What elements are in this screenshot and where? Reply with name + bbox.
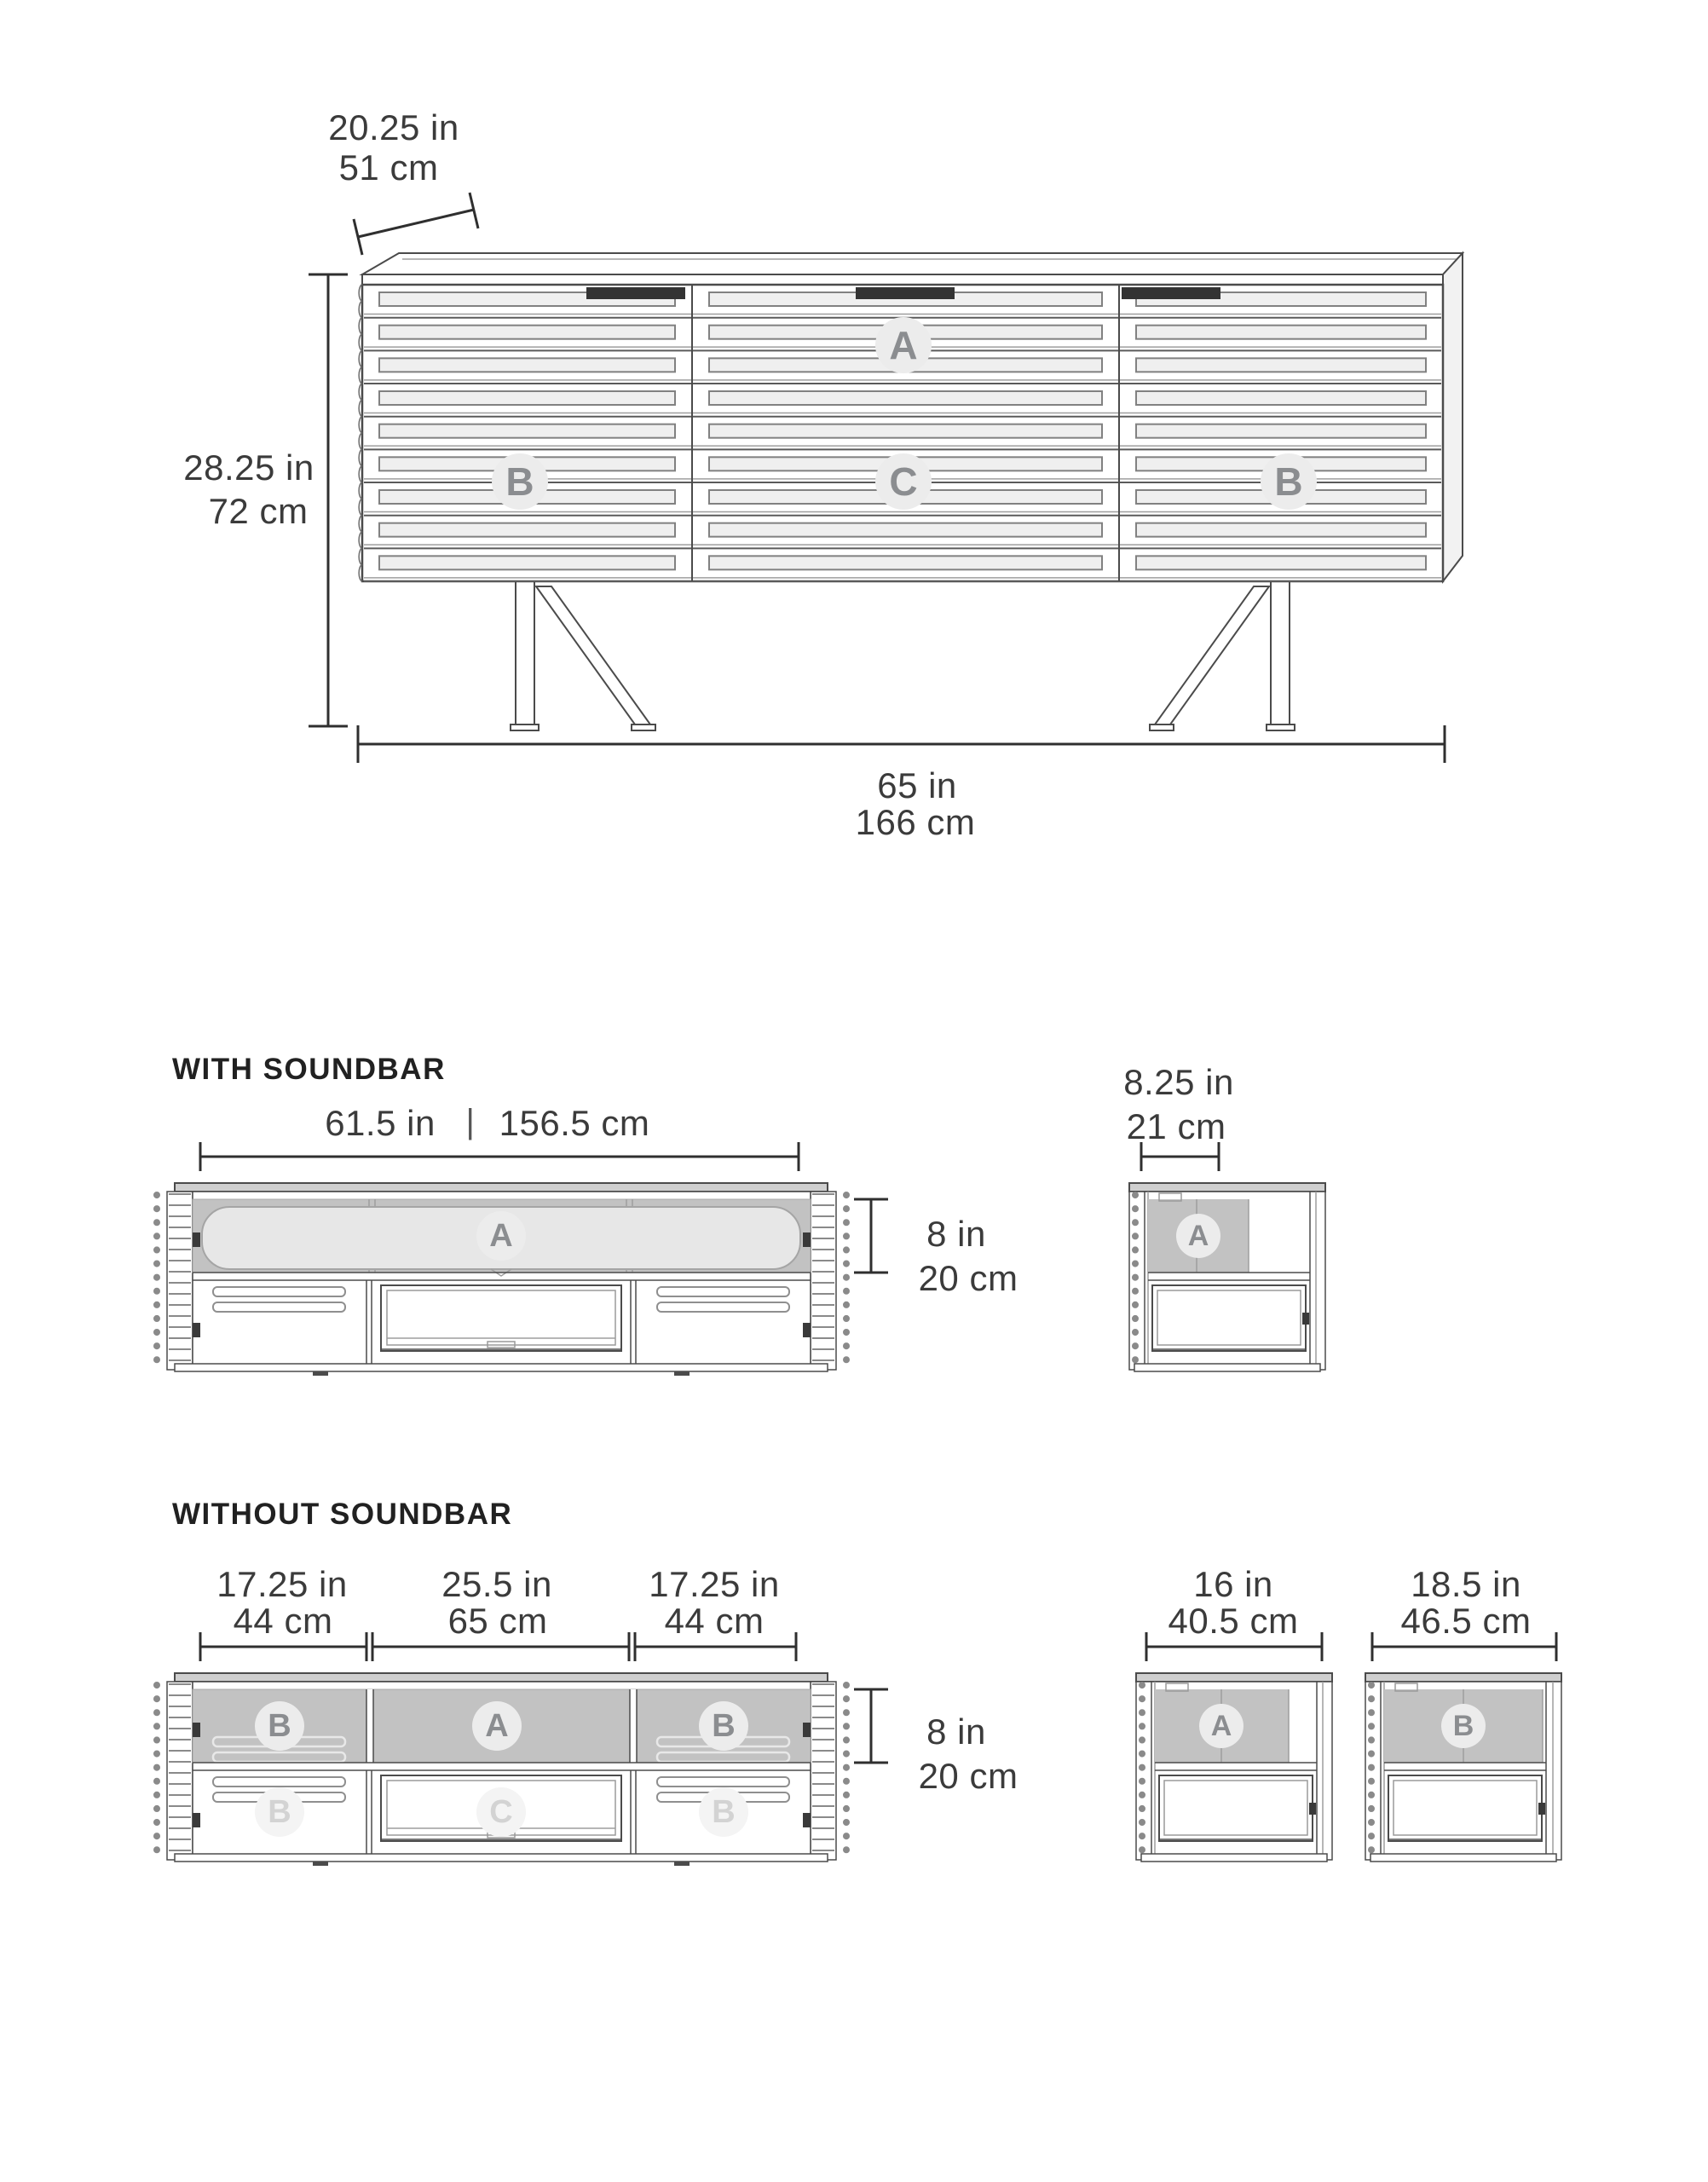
soundbar-width-centimeters: 156.5 cm (499, 1103, 650, 1143)
top-height-inches: 28.25 in (183, 447, 314, 488)
badge-bottom-c: C (476, 1787, 526, 1837)
badge-door-b-left: B (492, 453, 548, 510)
badge-door-a: A (875, 317, 932, 373)
handle-center-door (856, 287, 955, 299)
soundbar-depth-inches: 8.25 in (1123, 1062, 1234, 1102)
leg-right (1150, 581, 1295, 730)
soundbar-width-dimension-line (200, 1142, 799, 1171)
soundbar-width-separator: | (465, 1103, 476, 1140)
leg-left (511, 581, 655, 730)
left-opening-inches: 17.25 in (216, 1564, 348, 1604)
side-b-width-centimeters: 46.5 cm (1400, 1601, 1532, 1641)
badge-bottom-b-right: B (699, 1787, 748, 1837)
badge-side-b: B (1441, 1704, 1486, 1748)
soundbar-front-drawing (157, 1142, 888, 1376)
soundbar-side-drawing (1129, 1142, 1325, 1371)
badge-soundbar-a: A (476, 1211, 526, 1261)
badge-door-b-right: B (1261, 453, 1317, 510)
top-width-inches: 65 in (877, 765, 957, 805)
opening-height-dimension-line (854, 1689, 888, 1763)
opening-height-inches: 8 in (926, 1712, 986, 1752)
soundbar-height-inches: 8 in (926, 1214, 986, 1254)
badge-side-a: A (1199, 1704, 1243, 1748)
badge-drawer-c: C (875, 453, 932, 510)
soundbar-height-dimension-line (854, 1199, 888, 1273)
opening-height-centimeters: 20 cm (918, 1756, 1018, 1796)
top-width-centimeters: 166 cm (855, 802, 976, 842)
top-height-centimeters: 72 cm (208, 491, 309, 531)
with-soundbar-heading: WITH SOUNDBAR (172, 1053, 446, 1086)
handle-left-door (586, 287, 685, 299)
badge-bottom-b-left: B (255, 1787, 304, 1837)
without-soundbar-heading: WITHOUT SOUNDBAR (172, 1498, 513, 1531)
cabinet-body (359, 253, 1463, 581)
height-dimension-line (309, 274, 348, 726)
handle-right-door (1122, 287, 1220, 299)
badge-top-a: A (472, 1701, 522, 1751)
soundbar-width-inches: 61.5 in (325, 1103, 436, 1143)
soundbar-height-centimeters: 20 cm (918, 1258, 1018, 1298)
left-opening-centimeters: 44 cm (233, 1601, 333, 1641)
top-depth-inches: 20.25 in (328, 107, 459, 147)
no-soundbar-side-a-drawing (1136, 1632, 1332, 1862)
right-opening-inches: 17.25 in (649, 1564, 780, 1604)
center-opening-centimeters: 65 cm (447, 1601, 548, 1641)
badge-top-b-right: B (699, 1701, 748, 1751)
side-a-width-centimeters: 40.5 cm (1168, 1601, 1299, 1641)
right-opening-centimeters: 44 cm (664, 1601, 765, 1641)
side-b-width-inches: 18.5 in (1411, 1564, 1521, 1604)
center-opening-inches: 25.5 in (441, 1564, 552, 1604)
badge-soundbar-side-a: A (1176, 1214, 1220, 1258)
soundbar-depth-centimeters: 21 cm (1126, 1106, 1226, 1146)
side-a-width-inches: 16 in (1193, 1564, 1273, 1604)
badge-top-b-left: B (255, 1701, 304, 1751)
soundbar-depth-dimension-line (1141, 1142, 1219, 1171)
depth-dimension-line (354, 193, 478, 255)
top-depth-centimeters: 51 cm (338, 147, 439, 188)
